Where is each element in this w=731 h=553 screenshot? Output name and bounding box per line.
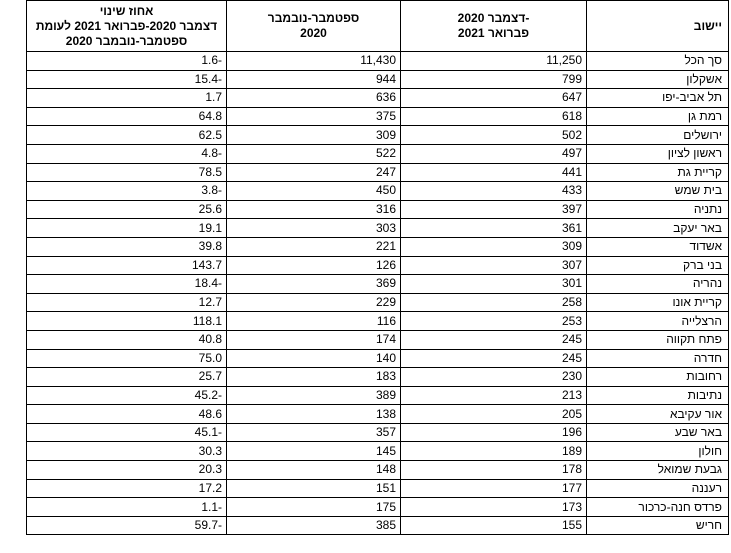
cell-dec-feb: 178 <box>401 461 587 480</box>
header-sep-nov-line-2: 2020 <box>300 26 327 40</box>
table-row <box>27 479 729 498</box>
settlements-table <box>26 0 729 535</box>
table-row <box>27 330 729 349</box>
header-change-line-3: ספטמבר-נובמבר 2020 <box>65 33 188 48</box>
cell-dec-feb: 196 <box>401 423 587 442</box>
cell-settlement-name: רעננה <box>587 479 729 498</box>
cell-change-percent: 19.1 <box>27 219 227 238</box>
cell-settlement-name: נתניה <box>587 200 729 219</box>
cell-settlement-name: ראשון לציון <box>587 144 729 163</box>
cell-dec-feb: 309 <box>401 237 587 256</box>
cell-sep-nov: 221 <box>227 237 401 256</box>
cell-change-percent: 39.8 <box>27 237 227 256</box>
cell-settlement-name: רמת גן <box>587 107 729 126</box>
cell-change-percent: 143.7 <box>27 256 227 275</box>
cell-settlement-name: קריית גת <box>587 163 729 182</box>
table-row <box>27 237 729 256</box>
cell-dec-feb: 205 <box>401 405 587 424</box>
table-row <box>27 386 729 405</box>
cell-change-percent: 78.5 <box>27 163 227 182</box>
header-dec-feb-line-2: פברואר 2021 <box>457 26 530 40</box>
cell-sep-nov: 316 <box>227 200 401 219</box>
cell-settlement-name: חריש <box>587 516 729 535</box>
cell-dec-feb: 258 <box>401 293 587 312</box>
cell-change-percent: 1.1- <box>27 498 227 517</box>
cell-dec-feb: 307 <box>401 256 587 275</box>
cell-change-percent: 45.1- <box>27 423 227 442</box>
cell-dec-feb: 497 <box>401 144 587 163</box>
cell-settlement-name: פרדס חנה-כרכור <box>587 498 729 517</box>
cell-dec-feb: 397 <box>401 200 587 219</box>
table-row <box>27 107 729 126</box>
cell-dec-feb: 230 <box>401 368 587 387</box>
cell-change-percent: 1.7 <box>27 89 227 108</box>
cell-dec-feb: 502 <box>401 126 587 145</box>
cell-dec-feb: 301 <box>401 275 587 294</box>
cell-sep-nov: 309 <box>227 126 401 145</box>
cell-settlement-name: נתיבות <box>587 386 729 405</box>
table-row <box>27 89 729 108</box>
cell-change-percent: 3.8- <box>27 182 227 201</box>
table-row <box>27 144 729 163</box>
cell-change-percent: 64.8 <box>27 107 227 126</box>
cell-settlement-name: ירושלים <box>587 126 729 145</box>
cell-sep-nov: 522 <box>227 144 401 163</box>
table-row <box>27 163 729 182</box>
cell-sep-nov: 369 <box>227 275 401 294</box>
table-row <box>27 275 729 294</box>
table-row <box>27 498 729 517</box>
table-body <box>27 52 729 535</box>
table-row <box>27 349 729 368</box>
cell-sep-nov: 375 <box>227 107 401 126</box>
cell-settlement-name: נהריה <box>587 275 729 294</box>
cell-sep-nov: 247 <box>227 163 401 182</box>
cell-settlement-name: באר שבע <box>587 423 729 442</box>
cell-sep-nov: 450 <box>227 182 401 201</box>
cell-sep-nov: 145 <box>227 442 401 461</box>
cell-dec-feb: 177 <box>401 479 587 498</box>
cell-change-percent: 45.2- <box>27 386 227 405</box>
cell-settlement-name: קריית אונו <box>587 293 729 312</box>
cell-sep-nov: 174 <box>227 330 401 349</box>
header-dec-feb <box>401 1 587 52</box>
cell-sep-nov: 357 <box>227 423 401 442</box>
cell-settlement-name: באר יעקב <box>587 219 729 238</box>
cell-sep-nov: 151 <box>227 479 401 498</box>
table-row <box>27 516 729 535</box>
header-change-line-2: דצמבר 2020-פברואר 2021 לעומת <box>35 18 218 33</box>
cell-change-percent: 48.6 <box>27 405 227 424</box>
cell-dec-feb: 647 <box>401 89 587 108</box>
cell-dec-feb: 433 <box>401 182 587 201</box>
cell-dec-feb: 618 <box>401 107 587 126</box>
cell-dec-feb: 155 <box>401 516 587 535</box>
cell-settlement-name: חולון <box>587 442 729 461</box>
cell-sep-nov: 636 <box>227 89 401 108</box>
cell-settlement-name: חדרה <box>587 349 729 368</box>
cell-change-percent: 59.7- <box>27 516 227 535</box>
cell-dec-feb: 213 <box>401 386 587 405</box>
cell-change-percent: 12.7 <box>27 293 227 312</box>
cell-change-percent: 75.0 <box>27 349 227 368</box>
table-row <box>27 368 729 387</box>
cell-settlement-name: אור עקיבא <box>587 405 729 424</box>
cell-settlement-name: אשדוד <box>587 237 729 256</box>
header-settlement: יישוב <box>587 1 729 52</box>
cell-dec-feb: 361 <box>401 219 587 238</box>
header-sep-nov-line-1: ספטמבר-נובמבר <box>267 11 360 25</box>
cell-dec-feb: 253 <box>401 312 587 331</box>
cell-settlement-name: בית שמש <box>587 182 729 201</box>
cell-change-percent: 30.3 <box>27 442 227 461</box>
table-row <box>27 126 729 145</box>
cell-sep-nov: 126 <box>227 256 401 275</box>
table-row <box>27 182 729 201</box>
cell-dec-feb: 245 <box>401 349 587 368</box>
table-row <box>27 312 729 331</box>
cell-sep-nov: 944 <box>227 70 401 89</box>
cell-settlement-name: רחובות <box>587 368 729 387</box>
cell-sep-nov: 183 <box>227 368 401 387</box>
cell-sep-nov: 148 <box>227 461 401 480</box>
header-change-line-1: אחוז שינוי <box>99 3 154 18</box>
cell-sep-nov: 175 <box>227 498 401 517</box>
cell-settlement-name: תל אביב-יפו <box>587 89 729 108</box>
cell-change-percent: 17.2 <box>27 479 227 498</box>
header-sep-nov <box>227 1 401 52</box>
table-row <box>27 423 729 442</box>
table-row <box>27 70 729 89</box>
table-row <box>27 200 729 219</box>
cell-settlement-name: גבעת שמואל <box>587 461 729 480</box>
cell-sep-nov: 385 <box>227 516 401 535</box>
cell-dec-feb: 245 <box>401 330 587 349</box>
table-row <box>27 256 729 275</box>
cell-dec-feb: 173 <box>401 498 587 517</box>
cell-sep-nov: 11,430 <box>227 52 401 71</box>
cell-change-percent: 1.6- <box>27 52 227 71</box>
table-row <box>27 52 729 71</box>
cell-change-percent: 18.4- <box>27 275 227 294</box>
cell-settlement-name: בני ברק <box>587 256 729 275</box>
cell-change-percent: 118.1 <box>27 312 227 331</box>
cell-change-percent: 25.7 <box>27 368 227 387</box>
cell-sep-nov: 229 <box>227 293 401 312</box>
cell-dec-feb: 441 <box>401 163 587 182</box>
cell-change-percent: 40.8 <box>27 330 227 349</box>
cell-sep-nov: 116 <box>227 312 401 331</box>
cell-dec-feb: 799 <box>401 70 587 89</box>
cell-settlement-name: פתח תקווה <box>587 330 729 349</box>
cell-change-percent: 62.5 <box>27 126 227 145</box>
cell-change-percent: 25.6 <box>27 200 227 219</box>
cell-settlement-name: הרצלייה <box>587 312 729 331</box>
header-row <box>27 1 729 52</box>
cell-sep-nov: 303 <box>227 219 401 238</box>
cell-settlement-name: אשקלון <box>587 70 729 89</box>
cell-sep-nov: 389 <box>227 386 401 405</box>
cell-sep-nov: 138 <box>227 405 401 424</box>
table-row <box>27 293 729 312</box>
cell-dec-feb: 11,250 <box>401 52 587 71</box>
table-row <box>27 405 729 424</box>
cell-dec-feb: 189 <box>401 442 587 461</box>
cell-settlement-name: סך הכל <box>587 52 729 71</box>
cell-sep-nov: 140 <box>227 349 401 368</box>
table-row <box>27 461 729 480</box>
table-row <box>27 219 729 238</box>
cell-change-percent: 20.3 <box>27 461 227 480</box>
header-change-percent <box>27 1 227 52</box>
table-row <box>27 442 729 461</box>
cell-change-percent: 15.4- <box>27 70 227 89</box>
cell-change-percent: 4.8- <box>27 144 227 163</box>
header-dec-feb-line-1: דצמבר 2020- <box>457 11 530 25</box>
